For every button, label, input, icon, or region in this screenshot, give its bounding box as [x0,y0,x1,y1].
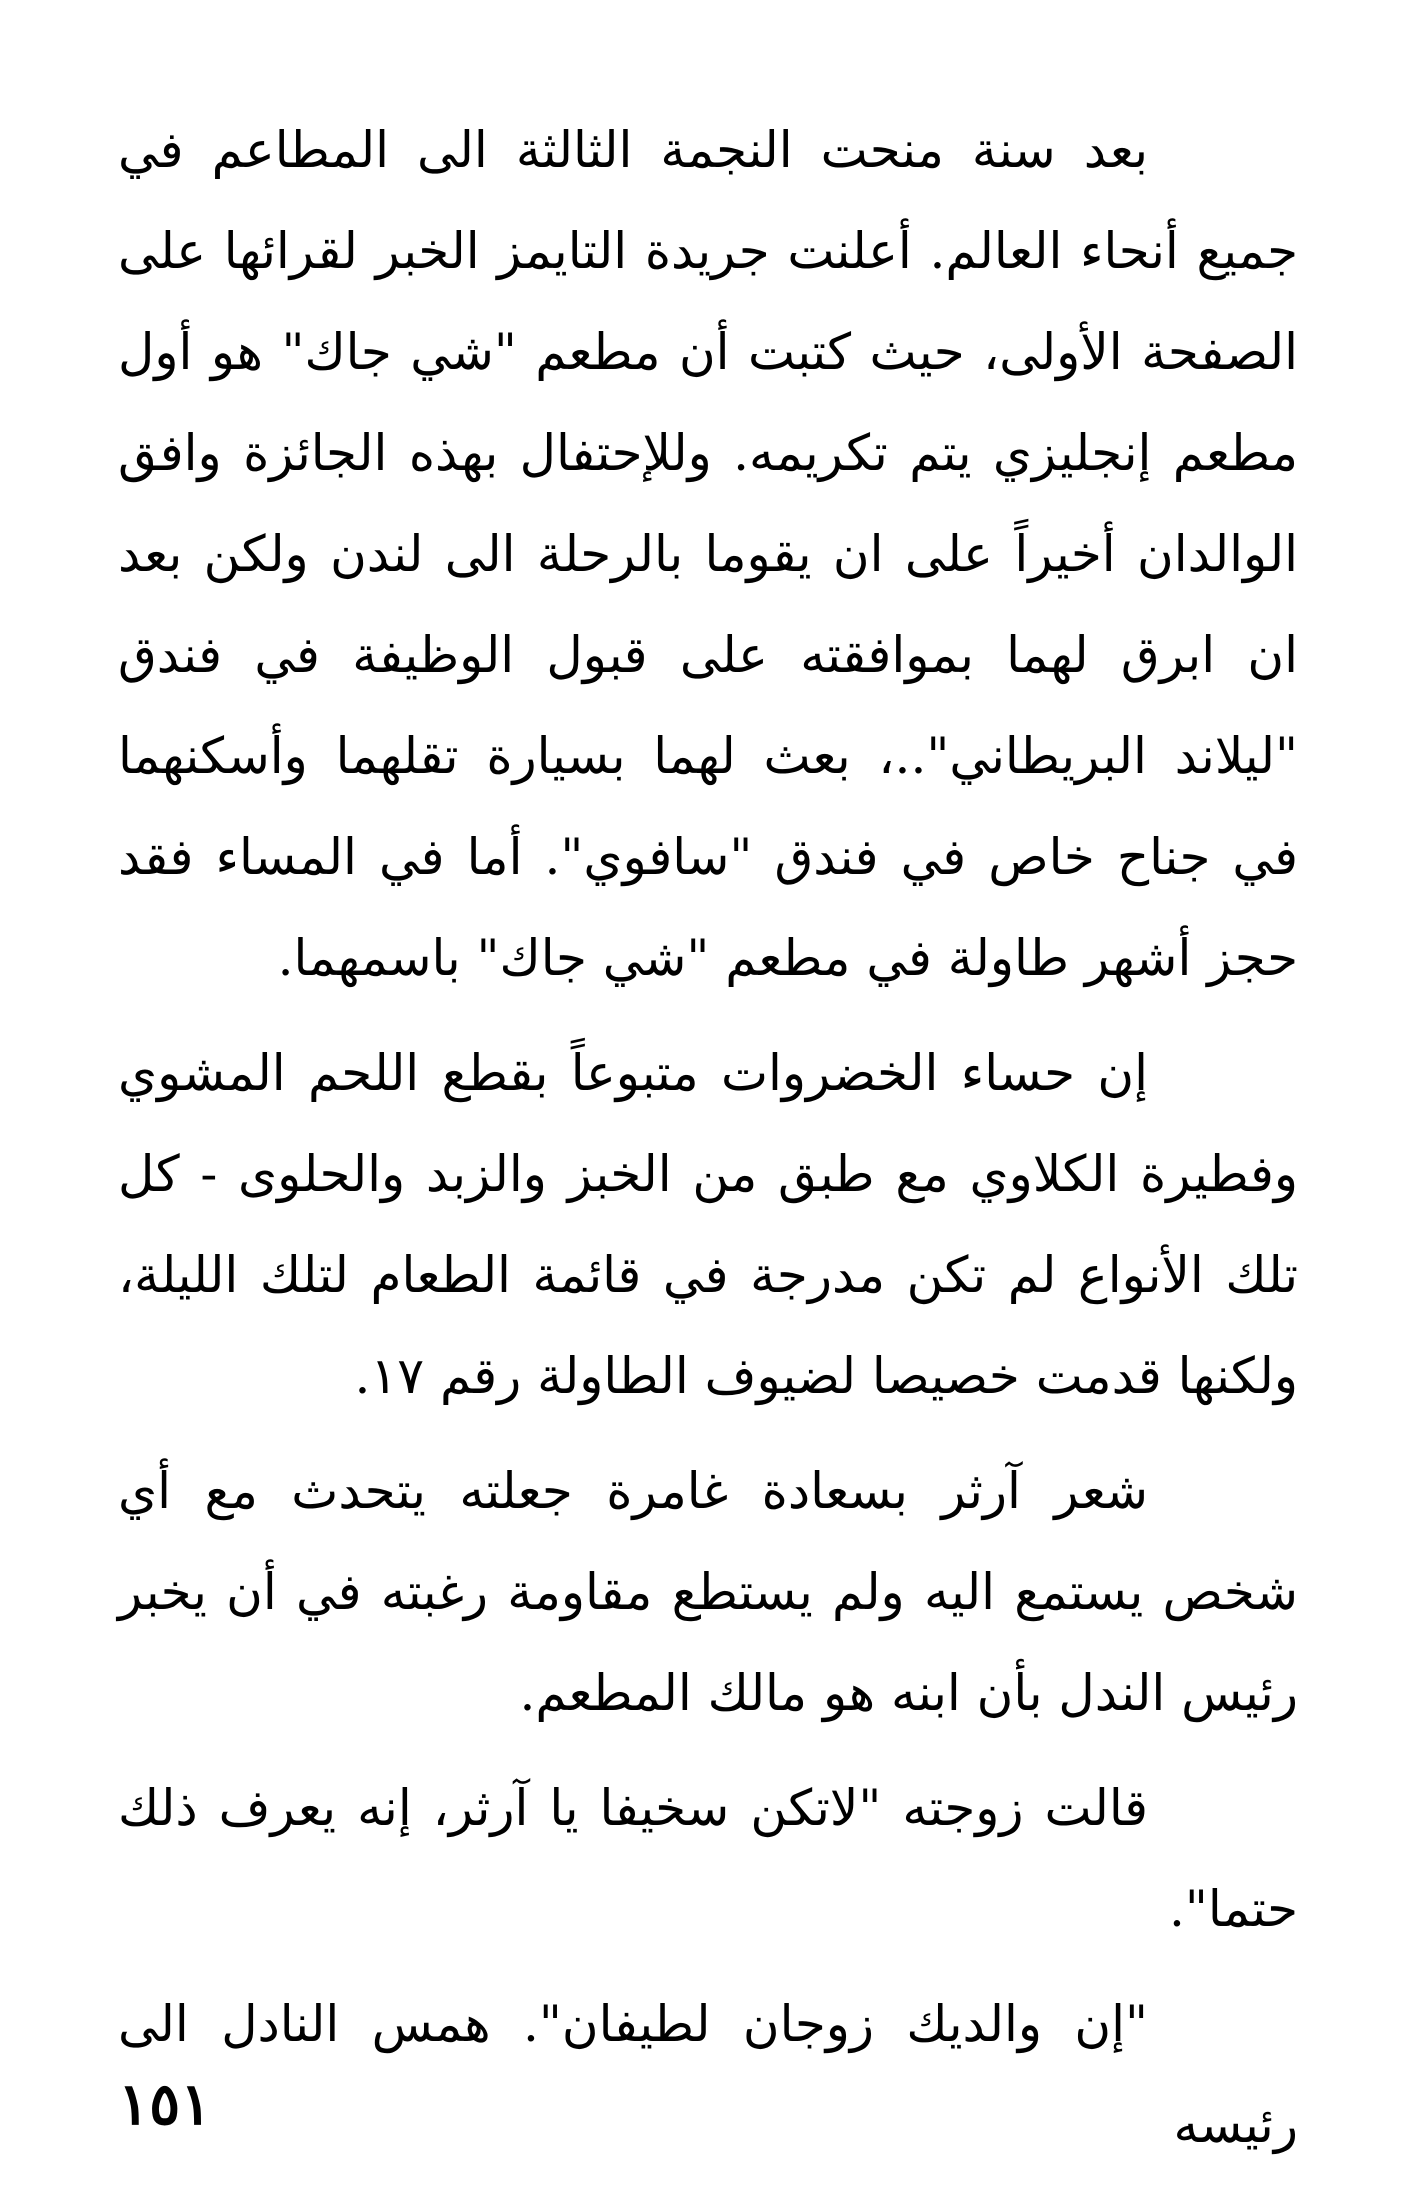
paragraph-1: بعد سنة منحت النجمة الثالثة الى المطاعم في جميع أنحاء العالم. أعلنت جريدة التايمز الخبر لقرائها على الصفحة الأولى، حيث كتبت أن مطعم "شي جاك" هو أول مطعم إنجليزي يتم تكريمه. وللإحتفال بهذه الجائزة وافق الوالدان أخيراً على ان يقوما بالرحلة الى لندن ولكن بعد ان ابرق لهما بموافقته على قبول الوظيفة في فندق "ليلاند البريطاني"..، بعث لهما بسيارة تقلهما وأسكنهما في جناح خاص في فندق "سافوي". أما في المساء فقد حجز أشهر طاولة في مطعم "شي جاك" باسمهما. [118,121,1298,987]
body-text [118,100,1298,2176]
page-number: ١٥١ [118,2070,212,2138]
paragraph-3: شعر آرثر بسعادة غامرة جعلته يتحدث مع أي شخص يستمع اليه ولم يستطع مقاومة رغبته في أن يخبر رئيس الندل بأن ابنه هو مالك المطعم. [118,1462,1298,1722]
paragraph-2: إن حساء الخضروات متبوعاً بقطع اللحم المشوي وفطيرة الكلاوي مع طبق من الخبز والزبد والحلوى - كل تلك الأنواع لم تكن مدرجة في قائمة الطعام لتلك الليلة، ولكنها قدمت خصيصا لضيوف الطاولة رقم ١٧. [118,1044,1298,1405]
paragraph-5: "إن والديك زوجان لطيفان". همس النادل الى رئيسه [118,1995,1298,2154]
paragraph-4: قالت زوجته "لاتكن سخيفا يا آرثر، إنه يعرف ذلك حتما". [118,1779,1298,1938]
